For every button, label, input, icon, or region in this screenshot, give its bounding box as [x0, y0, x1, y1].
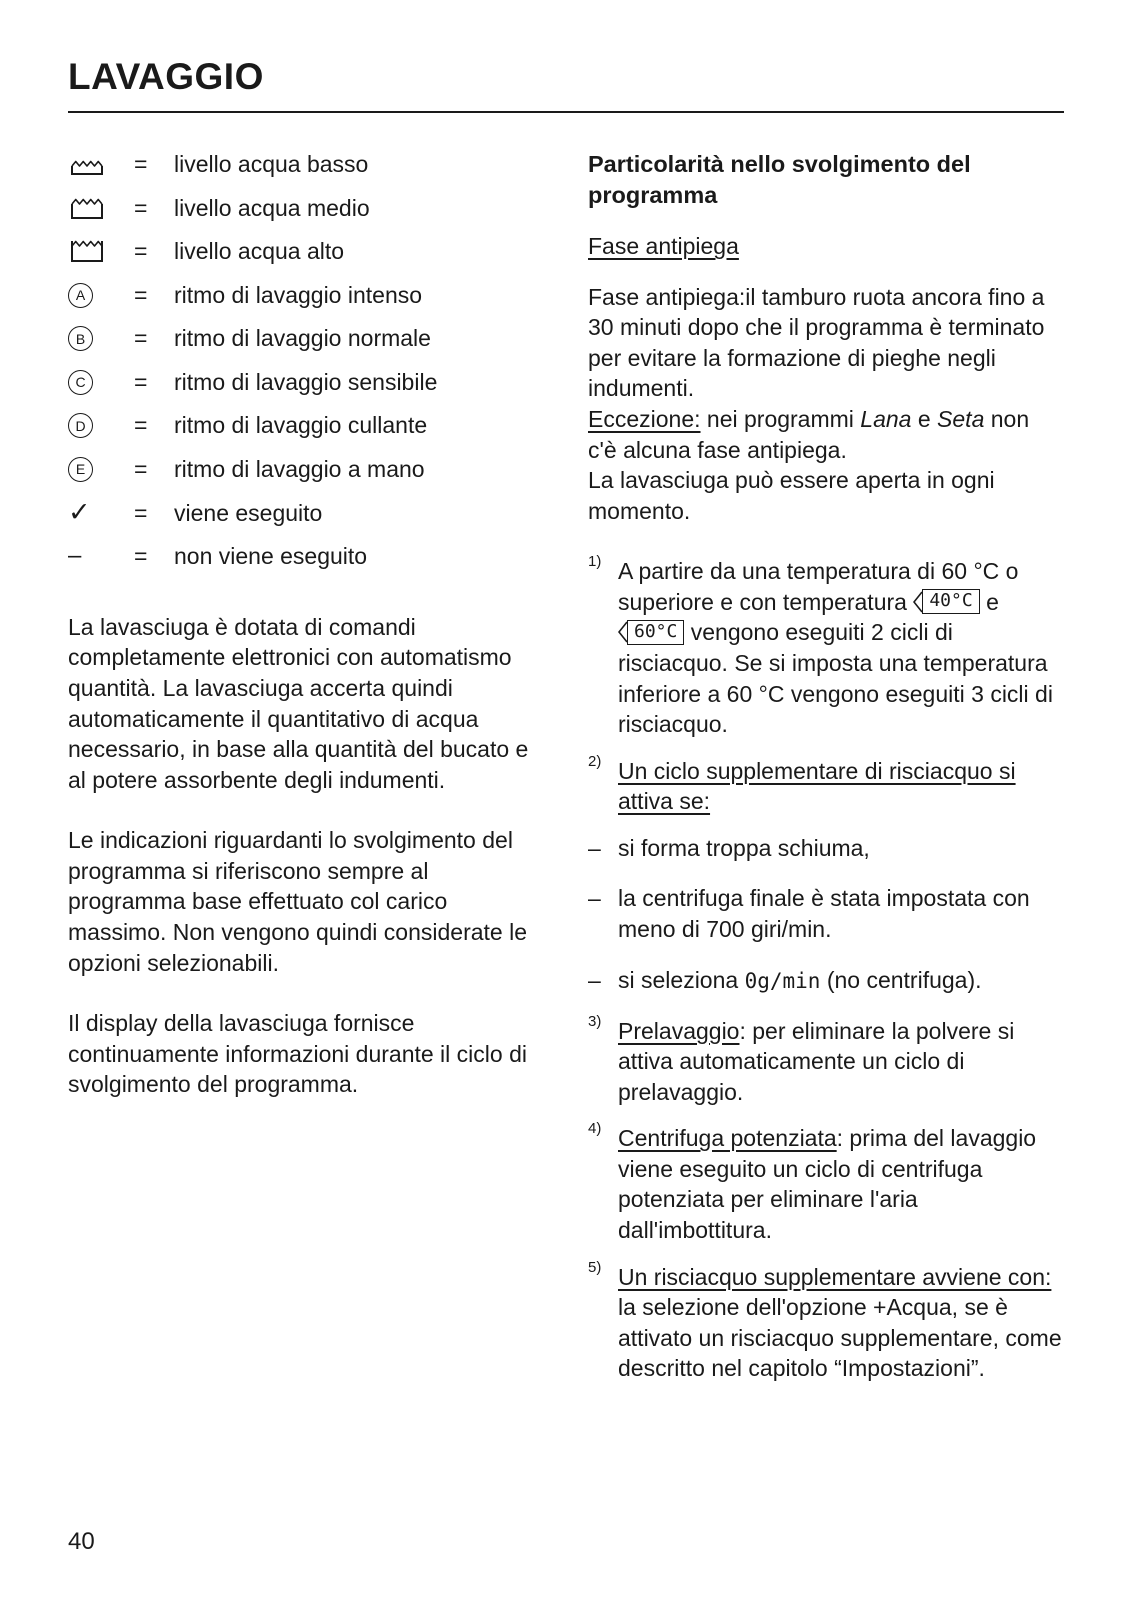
text-run: e	[979, 588, 999, 615]
legend-row	[68, 193, 544, 224]
footnote-3-heading: Prelavaggio	[618, 1017, 740, 1044]
eccezione-label: Eccezione:	[588, 405, 701, 432]
lcd-value: 0g/min	[744, 968, 821, 993]
footnote-1	[588, 553, 1064, 739]
legend-row	[68, 498, 544, 529]
circle-letter: D	[68, 413, 93, 438]
bullet-dash: –	[588, 966, 601, 993]
two-column-layout	[68, 149, 1064, 1400]
right-column	[588, 149, 1064, 1400]
fase-antipiega-heading: Fase antipiega	[588, 233, 739, 260]
legend-label: livello acqua basso	[174, 151, 369, 177]
footnote-number: 2)	[588, 752, 602, 770]
bullet-dash: –	[588, 834, 601, 861]
bullet-text: la centrifuga finale è stata impostata con meno di 700 giri/min.	[618, 885, 1030, 943]
text-run: non c'è alcuna fase antipiega.	[588, 405, 1030, 463]
text-run: (no centrifuga).	[820, 966, 982, 993]
circle-letter: B	[68, 326, 93, 351]
equals-sign: =	[134, 543, 148, 570]
dash-icon: –	[68, 542, 82, 570]
symbol-legend	[68, 149, 544, 572]
legend-row	[68, 149, 544, 180]
checkmark-icon: ✓	[68, 497, 91, 528]
equals-sign: =	[134, 368, 148, 395]
program-name-lana: Lana	[860, 405, 912, 432]
letter-b-circle-icon	[68, 326, 134, 351]
bullet-centrifuga	[588, 883, 1064, 944]
footnote-number: 3)	[588, 1012, 602, 1030]
legend-label: ritmo di lavaggio cullante	[174, 412, 428, 439]
footnote-number: 5)	[588, 1258, 602, 1276]
water-level-high-icon	[68, 238, 134, 264]
paragraph-display: Il display della lavasciuga fornisce continuamente informazioni durante il ciclo di svolgimento del programma.	[68, 1010, 527, 1098]
text-run: : prima del lavaggio viene eseguito un ciclo di centrifuga potenziata per eliminare l'aria dall'imbottitura.	[618, 1125, 1037, 1243]
legend-label: viene eseguito	[174, 499, 323, 526]
equals-sign: =	[134, 151, 148, 177]
legend-label: ritmo di lavaggio normale	[174, 325, 431, 352]
footnote-3	[588, 1012, 1064, 1108]
page-number: 40	[68, 1528, 95, 1555]
text-run: e	[911, 405, 938, 432]
equals-sign: =	[134, 281, 148, 308]
equals-sign: =	[134, 499, 148, 526]
legend-row	[68, 541, 544, 572]
title-rule	[68, 111, 1064, 113]
circle-letter: A	[68, 283, 93, 308]
footnote-5-heading: Un risciacquo supplementare avviene con:	[618, 1263, 1052, 1290]
section-heading: Particolarità nello svolgimento del programma	[588, 151, 971, 209]
program-name-seta: Seta	[937, 405, 985, 432]
legend-row	[68, 236, 544, 267]
equals-sign: =	[134, 456, 148, 483]
text-run: vengono eseguiti 2 cicli di risciacquo. Se si imposta una temperatura inferiore a 60 °C vengono eseguiti 3 cicli di risciacquo.	[618, 619, 1053, 738]
text-run: : per eliminare la polvere si attiva automaticamente un ciclo di prelavaggio.	[618, 1017, 1015, 1105]
legend-row	[68, 410, 544, 441]
temp-40c-tag	[913, 589, 979, 614]
left-column	[68, 149, 544, 1400]
bullet-dash: –	[588, 885, 601, 912]
water-level-medium-icon	[68, 195, 134, 221]
footnote-number: 1)	[588, 553, 602, 571]
water-level-low-icon	[68, 151, 134, 177]
legend-label: non viene eseguito	[174, 543, 368, 570]
bullet-schiuma	[588, 833, 1064, 864]
paragraph-apertura: La lavasciuga può essere aperta in ogni momento.	[588, 467, 995, 524]
text-run: si seleziona	[618, 966, 745, 993]
letter-c-circle-icon	[68, 370, 134, 395]
bullet-text: si forma troppa schiuma,	[618, 834, 870, 861]
temp-60c-tag	[618, 620, 684, 645]
legend-label: ritmo di lavaggio a mano	[174, 456, 425, 483]
equals-sign: =	[134, 238, 148, 265]
bullet-text	[618, 965, 982, 996]
temp-box: 60°C	[627, 620, 684, 645]
legend-label: ritmo di lavaggio intenso	[174, 281, 423, 308]
footnote-2	[588, 752, 1064, 817]
legend-row	[68, 454, 544, 485]
temp-box: 40°C	[922, 589, 979, 614]
text-run: A partire da una temperatura di 60 °C o superiore e con temperatura	[618, 558, 1019, 615]
equals-sign: =	[134, 412, 148, 439]
circle-letter: E	[68, 457, 93, 482]
paragraph-indicazioni: Le indicazioni riguardanti lo svolgimento del programma si riferiscono sempre al programma base effettuato col carico massimo. Non vengono quindi considerate le opzioni selezionabili.	[68, 827, 527, 976]
text-run: la selezione dell'opzione +Acqua, se è attivato un risciacquo supplementare, come descritto nel capitolo “Impostazioni”.	[618, 1294, 1062, 1382]
footnote-4-heading: Centrifuga potenziata	[618, 1125, 837, 1152]
footnote-number: 4)	[588, 1120, 602, 1138]
paragraph-eccezione	[588, 404, 1064, 465]
footnote-2-heading: Un ciclo supplementare di risciacquo si attiva se:	[618, 757, 1016, 815]
bullet-no-centrifuga	[588, 965, 1064, 996]
paragraph-fase-antipiega: Fase antipiega:il tamburo ruota ancora fino a 30 minuti dopo che il programma è terminato per evitare la formazione di pieghe negli indumenti.	[588, 283, 1045, 402]
equals-sign: =	[134, 194, 148, 221]
page-title: LAVAGGIO	[68, 56, 264, 97]
paragraph-automatismo: La lavasciuga è dotata di comandi completamente elettronici con automatismo quantità. La lavasciuga accerta quindi automaticamente il quantitativo di acqua necessario, in base alla quantità del bucato e al potere assorbente degli indumenti.	[68, 613, 529, 793]
legend-row	[68, 323, 544, 354]
letter-d-circle-icon	[68, 413, 134, 438]
circle-letter: C	[68, 370, 93, 395]
text-run: nei programmi	[700, 405, 861, 432]
legend-row	[68, 367, 544, 398]
equals-sign: =	[134, 325, 148, 352]
letter-a-circle-icon	[68, 283, 134, 308]
letter-e-circle-icon	[68, 457, 134, 482]
legend-label: livello acqua medio	[174, 194, 370, 221]
footnote-5	[588, 1258, 1064, 1384]
footnote-4	[588, 1120, 1064, 1245]
legend-row	[68, 280, 544, 311]
legend-label: ritmo di lavaggio sensibile	[174, 368, 438, 395]
legend-label: livello acqua alto	[174, 238, 345, 265]
